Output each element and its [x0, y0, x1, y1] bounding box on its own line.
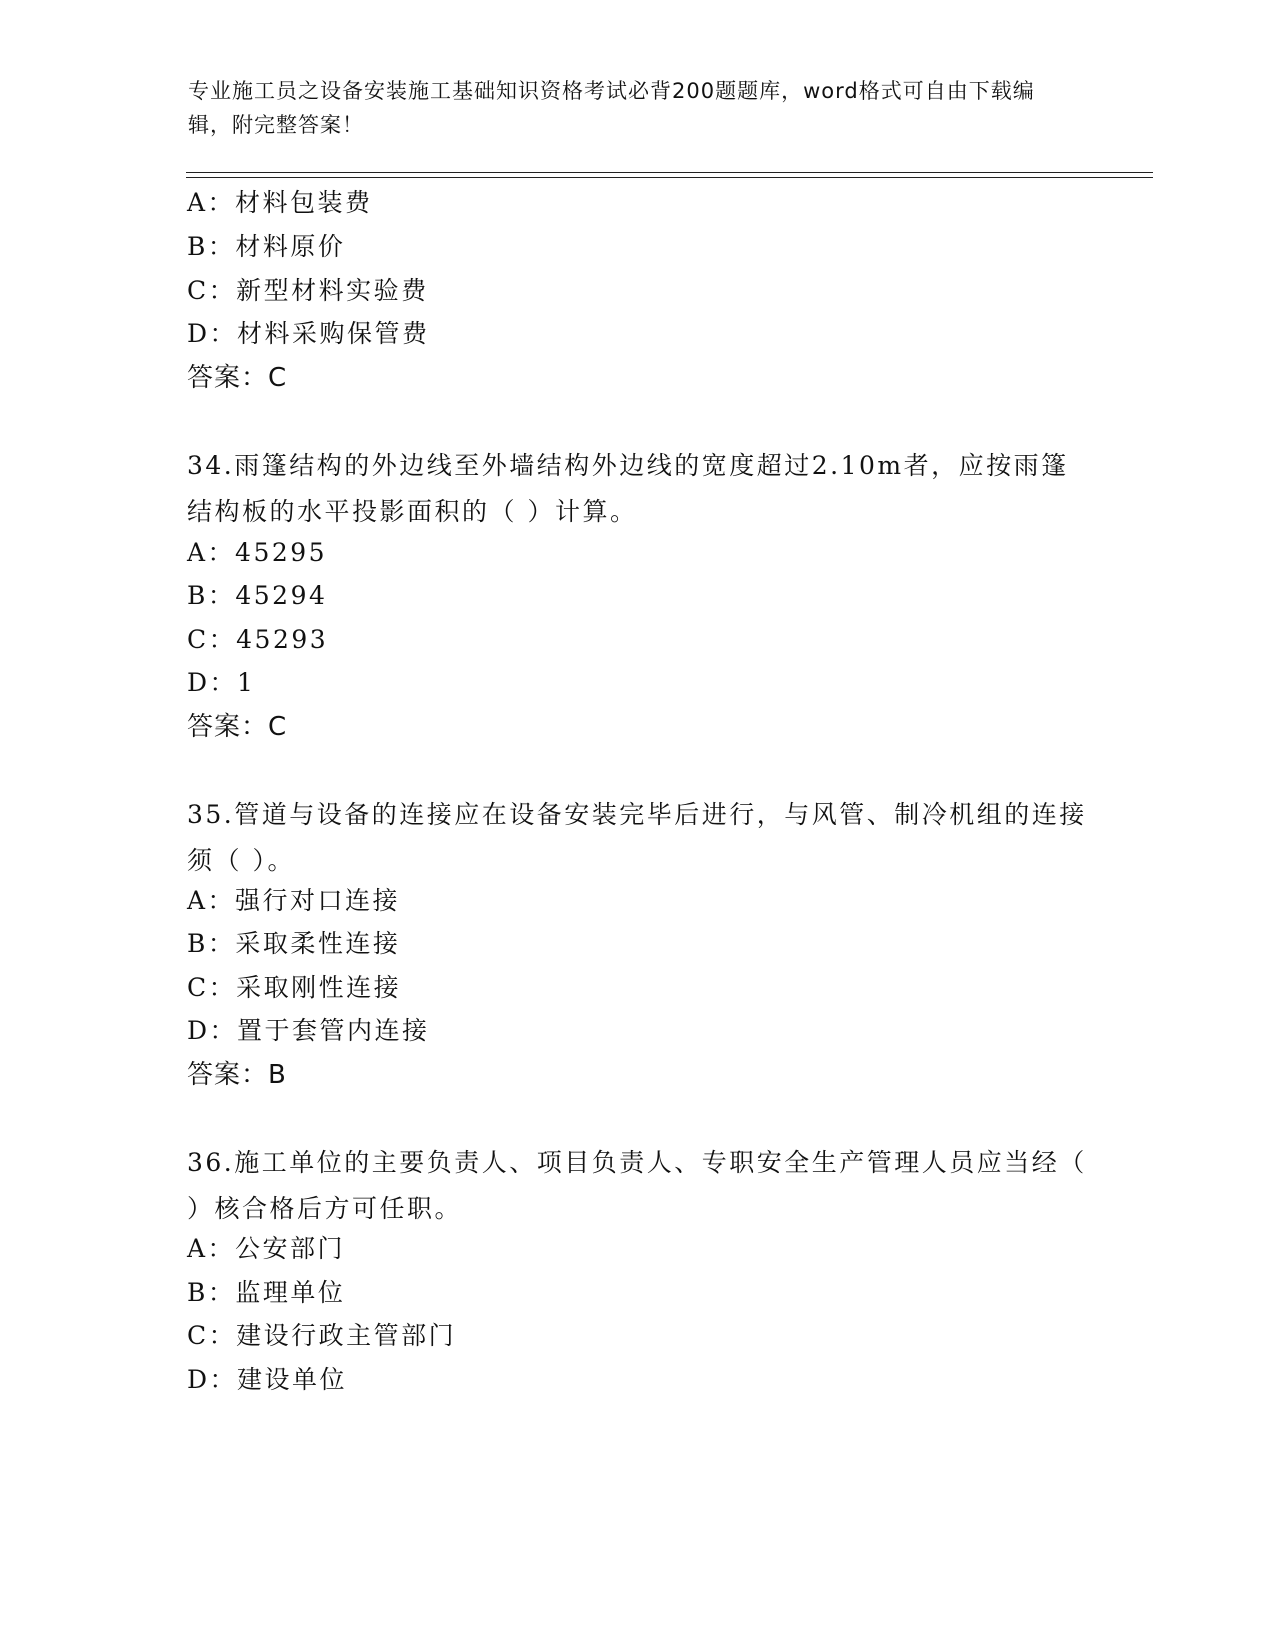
- question-35-stem: 35.管道与设备的连接应在设备安装完毕后进行，与风管、制冷机组的连接须（ ）。: [187, 800, 1087, 875]
- question-34-option-a: A：45295: [187, 538, 328, 567]
- question-36-option-a: A：公安部门: [187, 1234, 346, 1263]
- question-34-option-c: C：45293: [187, 625, 329, 654]
- question-36-option-b: B：监理单位: [187, 1278, 346, 1307]
- question-35-option-c: C：采取刚性连接: [187, 973, 402, 1002]
- question-34-option-d: D：1: [187, 668, 256, 697]
- header-rule-top: [186, 172, 1153, 173]
- question-36-option-d: D：建设单位: [187, 1365, 348, 1394]
- question-36-option-c: C：建设行政主管部门: [187, 1321, 457, 1350]
- question-34-stem: 34.雨篷结构的外边线至外墙结构外边线的宽度超过2.10m者，应按雨篷结构板的水平投影面积的（ ）计算。: [187, 451, 1069, 526]
- prev-option-c: C：新型材料实验费: [187, 276, 429, 305]
- question-35-option-d: D：置于套管内连接: [187, 1016, 430, 1045]
- question-35-answer: 答案：B: [187, 1060, 287, 1090]
- prev-option-d: D：材料采购保管费: [187, 319, 430, 348]
- prev-answer: 答案：C: [187, 363, 288, 393]
- question-35-option-a: A：强行对口连接: [187, 886, 401, 915]
- question-36-stem: 36.施工单位的主要负责人、项目负责人、专职安全生产管理人员应当经（ ）核合格后方可任职。: [187, 1148, 1087, 1223]
- prev-option-a: A：材料包装费: [187, 188, 373, 217]
- question-34-answer: 答案：C: [187, 712, 288, 742]
- question-35-option-b: B：采取柔性连接: [187, 929, 401, 958]
- document-header: 专业施工员之设备安装施工基础知识资格考试必背200题题库，word格式可自由下载编辑，附完整答案！: [188, 79, 1035, 137]
- question-34-option-b: B：45294: [187, 581, 328, 610]
- header-rule-bottom: [186, 177, 1153, 178]
- prev-option-b: B：材料原价: [187, 232, 346, 261]
